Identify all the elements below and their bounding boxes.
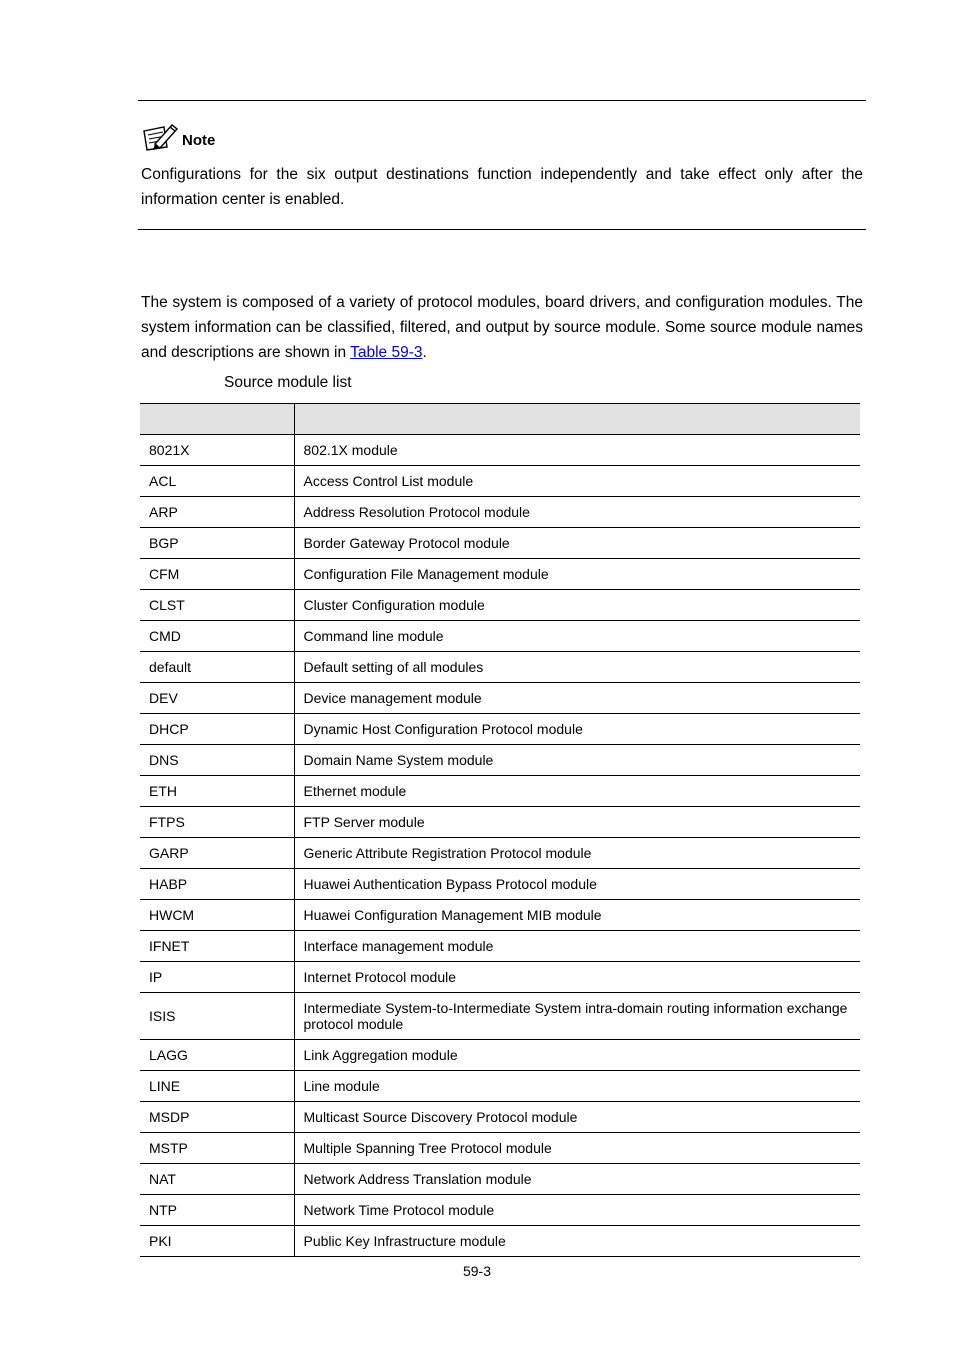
module-description-cell: Device management module (294, 683, 860, 714)
table-body (140, 435, 860, 1257)
module-description-cell: Multiple Spanning Tree Protocol module (294, 1133, 860, 1164)
module-description-cell: Domain Name System module (294, 745, 860, 776)
table-row (140, 776, 860, 807)
module-name-cell: DEV (140, 683, 294, 714)
module-name-cell: BGP (140, 528, 294, 559)
module-name-cell: CLST (140, 590, 294, 621)
table-row (140, 1133, 860, 1164)
module-name-cell: ETH (140, 776, 294, 807)
module-description-cell: Generic Attribute Registration Protocol module (294, 838, 860, 869)
table-header-row (140, 404, 860, 435)
module-name-cell: PKI (140, 1226, 294, 1257)
module-name-cell: CMD (140, 621, 294, 652)
module-description-cell: Cluster Configuration module (294, 590, 860, 621)
table-row (140, 652, 860, 683)
table-row (140, 900, 860, 931)
table-row (140, 807, 860, 838)
table-row (140, 683, 860, 714)
table-row (140, 1164, 860, 1195)
module-name-cell: MSTP (140, 1133, 294, 1164)
table-row (140, 590, 860, 621)
module-name-cell: IP (140, 962, 294, 993)
module-description-cell: Ethernet module (294, 776, 860, 807)
note-text: Configurations for the six output destinations function independently and take effect only after the information center is enabled. (141, 166, 863, 208)
module-name-cell: DHCP (140, 714, 294, 745)
header-module-name (140, 404, 294, 435)
table-row (140, 435, 860, 466)
table-row (140, 621, 860, 652)
module-name-cell: LINE (140, 1071, 294, 1102)
note-bottom-rule (138, 229, 866, 230)
module-description-cell: FTP Server module (294, 807, 860, 838)
table-row (140, 931, 860, 962)
module-description-cell: Command line module (294, 621, 860, 652)
intro-paragraph (141, 290, 863, 365)
module-description-cell: Link Aggregation module (294, 1040, 860, 1071)
table-row (140, 1040, 860, 1071)
module-description-cell: Network Address Translation module (294, 1164, 860, 1195)
table-row (140, 745, 860, 776)
module-description-cell: Network Time Protocol module (294, 1195, 860, 1226)
module-name-cell: GARP (140, 838, 294, 869)
module-description-cell: Border Gateway Protocol module (294, 528, 860, 559)
module-description-cell: Configuration File Management module (294, 559, 860, 590)
table-row (140, 869, 860, 900)
module-description-cell: Interface management module (294, 931, 860, 962)
note-label: Note (182, 132, 216, 149)
table-row (140, 1071, 860, 1102)
note-pencil-icon (141, 122, 179, 152)
module-name-cell: CFM (140, 559, 294, 590)
module-name-cell: MSDP (140, 1102, 294, 1133)
table-row (140, 962, 860, 993)
header-description (294, 404, 860, 435)
table-row (140, 466, 860, 497)
table-reference-link[interactable]: Table 59-3 (350, 344, 423, 361)
table-row (140, 838, 860, 869)
table-row (140, 1102, 860, 1133)
module-description-cell: Huawei Authentication Bypass Protocol module (294, 869, 860, 900)
note-header (141, 120, 215, 152)
module-name-cell: HWCM (140, 900, 294, 931)
module-name-cell: ARP (140, 497, 294, 528)
module-name-cell: ISIS (140, 993, 294, 1040)
module-description-cell: Huawei Configuration Management MIB module (294, 900, 860, 931)
table-row (140, 497, 860, 528)
module-name-cell: DNS (140, 745, 294, 776)
module-description-cell: Access Control List module (294, 466, 860, 497)
module-name-cell: LAGG (140, 1040, 294, 1071)
module-name-cell: NAT (140, 1164, 294, 1195)
module-name-cell: ACL (140, 466, 294, 497)
source-module-table (140, 403, 860, 1257)
table-row (140, 559, 860, 590)
module-description-cell: Line module (294, 1071, 860, 1102)
table-row (140, 1195, 860, 1226)
table-row (140, 714, 860, 745)
page-number: 59-3 (462, 1263, 492, 1279)
table-row (140, 993, 860, 1040)
module-description-cell: Public Key Infrastructure module (294, 1226, 860, 1257)
module-name-cell: 8021X (140, 435, 294, 466)
note-top-rule (138, 100, 866, 101)
module-description-cell: Intermediate System-to-Intermediate System intra-domain routing information exchange protocol module (294, 993, 860, 1040)
module-name-cell: NTP (140, 1195, 294, 1226)
module-name-cell: default (140, 652, 294, 683)
module-description-cell: Address Resolution Protocol module (294, 497, 860, 528)
module-description-cell: 802.1X module (294, 435, 860, 466)
table-row (140, 528, 860, 559)
module-description-cell: Default setting of all modules (294, 652, 860, 683)
module-name-cell: FTPS (140, 807, 294, 838)
intro-text: The system is composed of a variety of protocol modules, board drivers, and configuration modules. The system information can be classified, filtered, and output by source module. Some source module names and descriptions are shown in (141, 294, 863, 361)
table-caption: Source module list (224, 374, 352, 391)
module-name-cell: HABP (140, 869, 294, 900)
table-row (140, 1226, 860, 1257)
intro-period: . (422, 344, 427, 361)
module-description-cell: Dynamic Host Configuration Protocol module (294, 714, 860, 745)
module-name-cell: IFNET (140, 931, 294, 962)
module-description-cell: Internet Protocol module (294, 962, 860, 993)
module-description-cell: Multicast Source Discovery Protocol module (294, 1102, 860, 1133)
